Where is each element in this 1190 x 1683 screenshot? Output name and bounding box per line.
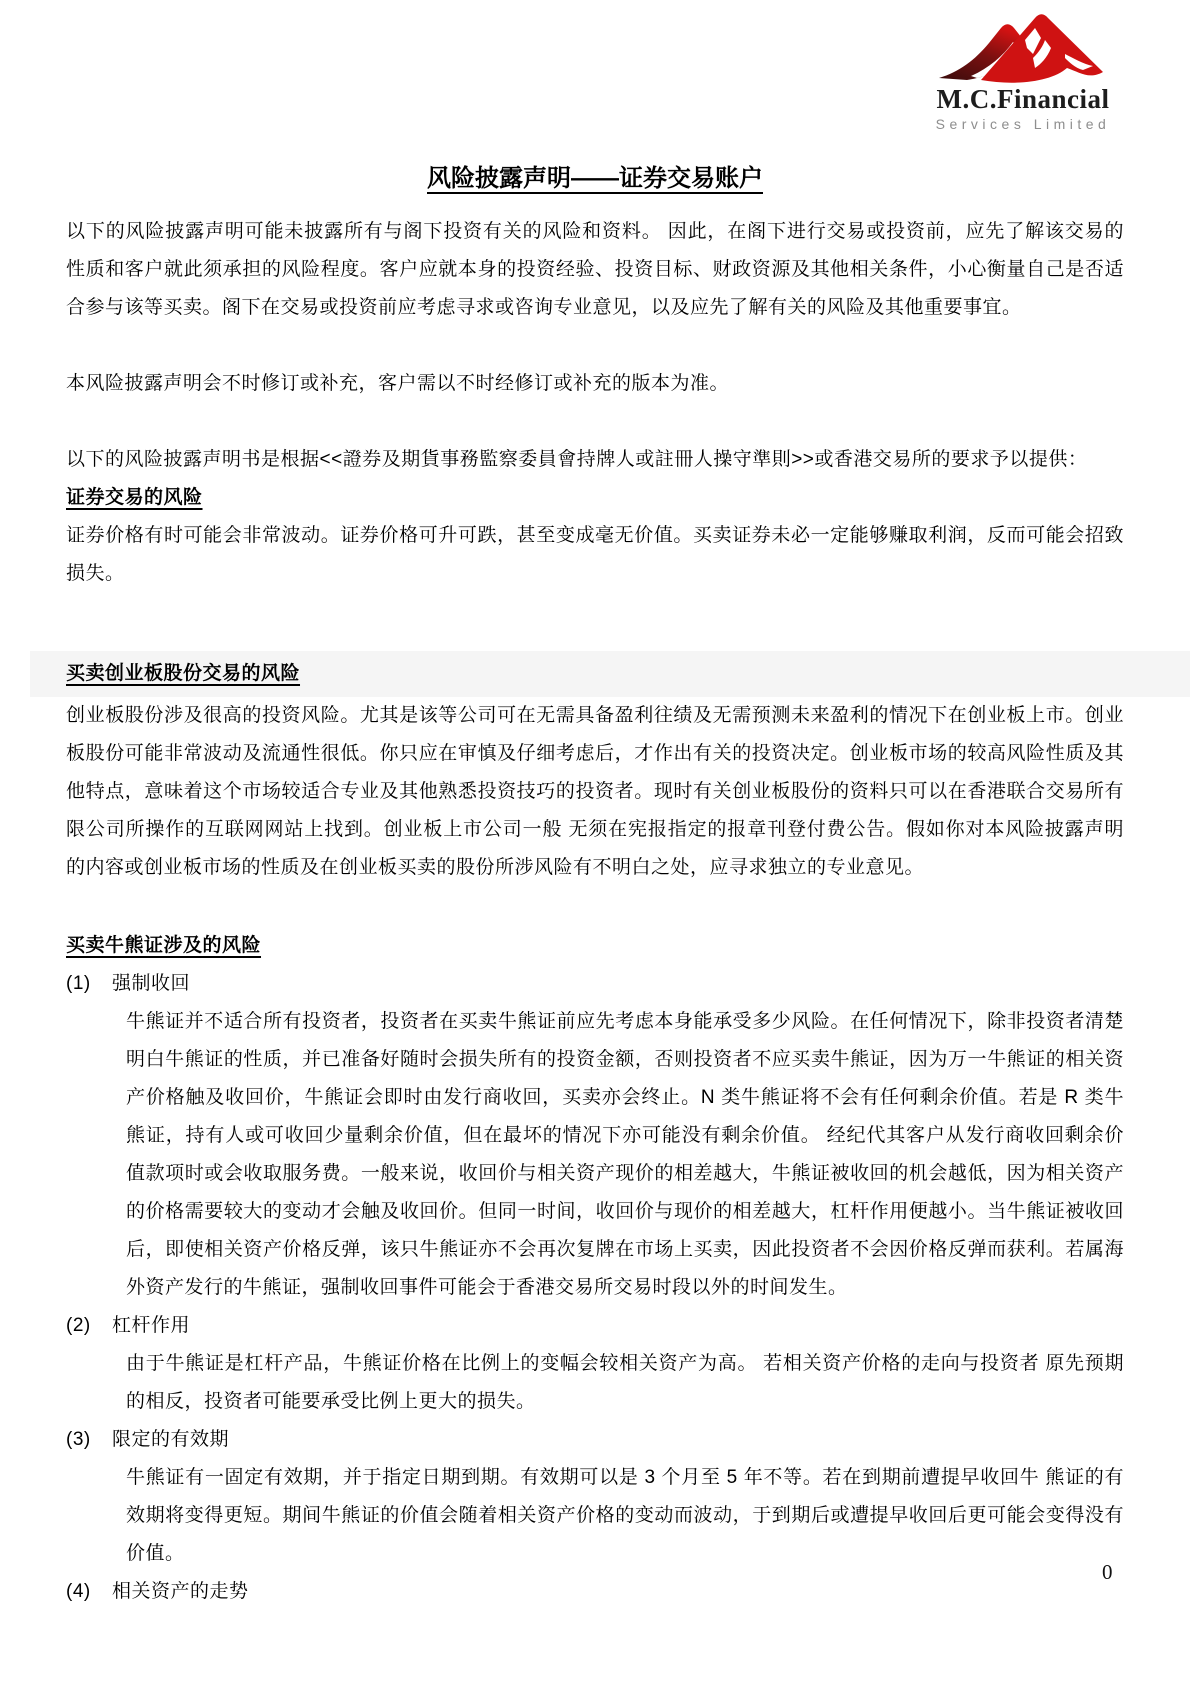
mountain-logo-icon [928, 10, 1118, 84]
list-item-number: (2) [66, 1315, 91, 1336]
list-item-number: (3) [66, 1429, 91, 1450]
list-item-title: 杠杆作用 [112, 1315, 191, 1336]
section-heading-text: 买卖创业板股份交易的风险 [66, 663, 301, 684]
list-item-1-body: 牛熊证并不适合所有投资者，投资者在买卖牛熊证前应先考虑本身能承受多少风险。在任何情况下，除非投资者清楚明白牛熊证的性质，并已准备好随时会损失所有的投资金额，否则投资者不应买卖牛熊证，因为万一牛熊证的相关资产价格触及收回价，牛熊证会即时由发行商收回，买卖亦会终止。N 类牛熊证将不会有任何剩余价值。若是 R 类牛熊证，持有人或可收回少量剩余价值，但在最坏的情况下亦可能没有剩余价值。 经纪代其客户从发行商收回剩余价值款项时或会收取服务费。一般来说，收回价与相关资产现价的相差越大，牛熊证被收回的机会越低，因为相关资产的价格需要较大的变动才会触及收回价。但同一时间，收回价与现价的相差越大，杠杆作用便越小。当牛熊证被收回后，即使相关资产价格反弹，该只牛熊证亦不会再次复牌在市场上买卖，因此投资者不会因价格反弹而获利。若属海外资产发行的牛熊证，强制收回事件可能会于香港交易所交易时段以外的时间发生。 [126, 1011, 1124, 1298]
section-body-securities-risk: 证券价格有时可能会非常波动。证券价格可升可跌，甚至变成毫无价值。买卖证券未必一定能够赚取利润，反而可能会招致损失。 [66, 525, 1124, 584]
list-item-3-head [66, 1421, 1124, 1459]
section-heading-text: 买卖牛熊证涉及的风险 [66, 935, 262, 956]
document-body [66, 213, 1124, 1611]
list-item-4-head [66, 1573, 1124, 1611]
section-heading-cbbc-risk [66, 927, 1124, 965]
section-heading-text: 证券交易的风险 [66, 487, 203, 508]
section-heading-gem-risk [66, 655, 1124, 693]
intro-paragraph-1: 以下的风险披露声明可能未披露所有与阁下投资有关的风险和资料。 因此，在阁下进行交易或投资前，应先了解该交易的性质和客户就此须承担的风险程度。客户应就本身的投资经验、投资目标、财政资源及其他相关条件，小心衡量自己是否适合参与该等买卖。阁下在交易或投资前应考虑寻求或咨询专业意见，以及应先了解有关的风险及其他重要事宜。 [66, 221, 1124, 318]
list-item-number: (4) [66, 1581, 91, 1602]
intro-paragraph-2: 本风险披露声明会不时修订或补充，客户需以不时经修订或补充的版本为准。 [66, 373, 730, 394]
list-item-title: 强制收回 [112, 973, 191, 994]
list-item-2-head [66, 1307, 1124, 1345]
list-item-1-head [66, 965, 1124, 1003]
section-heading-securities-risk [66, 479, 1124, 517]
document-title-text: 风险披露声明——证券交易账户 [427, 165, 763, 192]
list-item-2-body: 由于牛熊证是杠杆产品，牛熊证价格在比例上的变幅会较相关资产为高。 若相关资产价格的走向与投资者 原先预期的相反，投资者可能要承受比例上更大的损失。 [126, 1353, 1124, 1412]
company-logo [928, 10, 1118, 132]
intro-paragraph-3: 以下的风险披露声明书是根据<<證券及期貨事務監察委員會持牌人或註冊人操守準則>>或香港交易所的要求予以提供： [66, 449, 1088, 470]
section-heading-band [30, 651, 1190, 697]
list-item-3-body: 牛熊证有一固定有效期，并于指定日期到期。有效期可以是 3 个月至 5 年不等。若在到期前遭提早收回牛 熊证的有效期将变得更短。期间牛熊证的价值会随着相关资产价格的变动而波动，于到期后或遭提早收回后更可能会变得没有价值。 [126, 1467, 1124, 1564]
page-number: 0 [1102, 1560, 1113, 1584]
company-name: M.C.Financial [936, 84, 1110, 114]
list-item-number: (1) [66, 973, 91, 994]
list-item-title: 限定的有效期 [112, 1429, 230, 1450]
company-subtitle: Services Limited [935, 116, 1111, 132]
list-item-title: 相关资产的走势 [112, 1581, 249, 1602]
section-body-gem-risk: 创业板股份涉及很高的投资风险。尤其是该等公司可在无需具备盈利往绩及无需预测未来盈利的情况下在创业板上市。创业板股份可能非常波动及流通性很低。你只应在审慎及仔细考虑后，才作出有关的投资决定。创业板市场的较高风险性质及其他特点，意味着这个市场较适合专业及其他熟悉投资技巧的投资者。现时有关创业板股份的资料只可以在香港联合交易所有限公司所操作的互联网网站上找到。创业板上市公司一般 无须在宪报指定的报章刊登付费公告。假如你对本风险披露声明的内容或创业板市场的性质及在创业板买卖的股份所涉风险有不明白之处，应寻求独立的专业意见。 [66, 705, 1124, 878]
